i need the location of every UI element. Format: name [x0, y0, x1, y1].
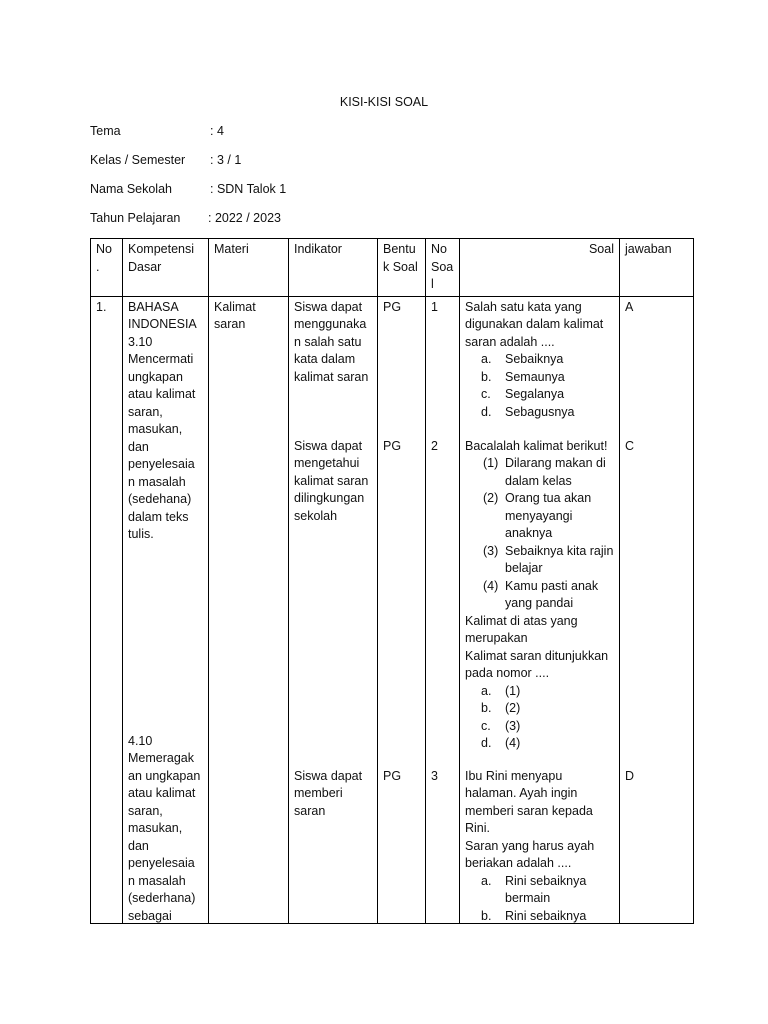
soal-3-text: Ibu Rini menyapu halaman. Ayah ingin memberi saran kepada Rini.	[465, 768, 593, 835]
list-item: b. Semaunya	[481, 369, 565, 384]
soal-1-text: Salah satu kata yang digunakan dalam kalimat saran adalah ....	[465, 299, 604, 349]
list-item: b. Rini sebaiknya	[481, 908, 587, 923]
header-materi: Materi	[209, 239, 289, 297]
soal-1	[465, 299, 614, 422]
cell-bentuk-soal	[378, 296, 426, 923]
table-header-row	[91, 239, 694, 297]
bentuk-2: PG	[383, 438, 402, 453]
soal-2-statements	[465, 455, 614, 613]
soal-2	[465, 438, 614, 753]
jawaban-2: C	[625, 438, 635, 453]
meta-label: Tahun Pelajaran	[90, 211, 181, 225]
list-item: b. (2)	[481, 701, 521, 715]
soal-1-options	[465, 351, 614, 421]
meta-value: : 3 / 1	[210, 153, 242, 167]
soal-2-options	[465, 683, 614, 753]
meta-tahun-pelajaran	[90, 209, 281, 227]
header-soal: Soal	[460, 239, 620, 297]
jawaban-3: D	[625, 768, 635, 783]
kd-4-10: 4.10 Memeragak an ungkapan atau kalimat saran, masukan, dan penyelesaia n masalah (sederhana) sebagai	[128, 733, 201, 923]
cell-indikator	[289, 296, 378, 923]
meta-label: Tema	[90, 124, 121, 138]
meta-value: : SDN Talok 1	[210, 182, 287, 196]
cell-kompetensi-dasar	[123, 296, 209, 923]
list-item: (1) Dilarang makan di dalam kelas	[483, 456, 606, 488]
list-item: a. (1)	[481, 683, 521, 698]
list-item: (3) Sebaiknya kita rajin belajar	[483, 543, 614, 575]
list-item: a. Sebaiknya	[481, 352, 564, 366]
indikator-3: Siswa dapat memberi saran	[294, 768, 363, 818]
cell-materi	[209, 296, 289, 923]
no-soal-1: 1	[431, 299, 438, 314]
list-item: d. (4)	[481, 736, 521, 750]
soal-2-text-2: Kalimat di atas yang merupakan	[465, 613, 578, 645]
header-bentuk-soal: Bentu k Soal	[378, 239, 426, 297]
indikator-2: Siswa dapat mengetahui kalimat saran dilingkungan sekolah	[294, 438, 369, 523]
soal-2-text-3: Kalimat saran ditunjukkan pada nomor ....	[465, 648, 609, 680]
list-item: c. Segalanya	[481, 387, 565, 401]
header-jawaban: jawaban	[620, 239, 694, 297]
meta-nama-sekolah	[90, 180, 286, 198]
header-indikator: Indikator	[289, 239, 378, 297]
no-soal-3: 3	[431, 768, 438, 783]
header-no-soal: No Soa l	[426, 239, 460, 297]
list-item: c. (3)	[481, 718, 521, 733]
cell-no-soal	[426, 296, 460, 923]
list-item: a. Rini sebaiknya bermain	[481, 873, 587, 905]
document-title: KISI-KISI SOAL	[339, 95, 429, 109]
row-number: 1.	[96, 299, 107, 314]
header-kompetensi-dasar: Kompetensi Dasar	[123, 239, 209, 297]
kd-3-10: BAHASA INDONESIA 3.10 Mencermati ungkapan atau kalimat saran, masukan, dan penyelesaia n masalah (sedehana) dalam teks tulis.	[128, 299, 197, 541]
bentuk-1: PG	[383, 299, 402, 314]
bentuk-3: PG	[383, 768, 402, 783]
materi-text: Kalimat saran	[214, 299, 256, 331]
meta-value: : 4	[210, 124, 224, 138]
meta-value: : 2022 / 2023	[208, 211, 281, 225]
cell-no	[91, 296, 123, 923]
soal-2-text: Bacalalah kalimat berikut!	[465, 438, 608, 453]
indikator-1: Siswa dapat menggunaka n salah satu kata dalam kalimat saran	[294, 299, 369, 384]
no-soal-2: 2	[431, 438, 438, 453]
cell-soal	[460, 296, 620, 923]
meta-label: Nama Sekolah	[90, 182, 172, 196]
cell-jawaban	[620, 296, 694, 923]
kisi-table	[90, 238, 694, 924]
meta-tema	[90, 122, 224, 140]
list-item: (4) Kamu pasti anak yang pandai	[483, 578, 599, 610]
header-no: No .	[91, 239, 123, 297]
meta-kelas-semester	[90, 151, 241, 169]
list-item: d. Sebagusnya	[481, 404, 575, 419]
table-row	[91, 296, 694, 923]
soal-3-options	[465, 873, 614, 924]
list-item: (2) Orang tua akan menyayangi anaknya	[483, 491, 592, 540]
soal-3-text-2: Saran yang harus ayah beriakan adalah ....	[465, 838, 595, 870]
soal-3	[465, 768, 614, 924]
jawaban-1: A	[625, 299, 634, 314]
meta-label: Kelas / Semester	[90, 153, 186, 167]
